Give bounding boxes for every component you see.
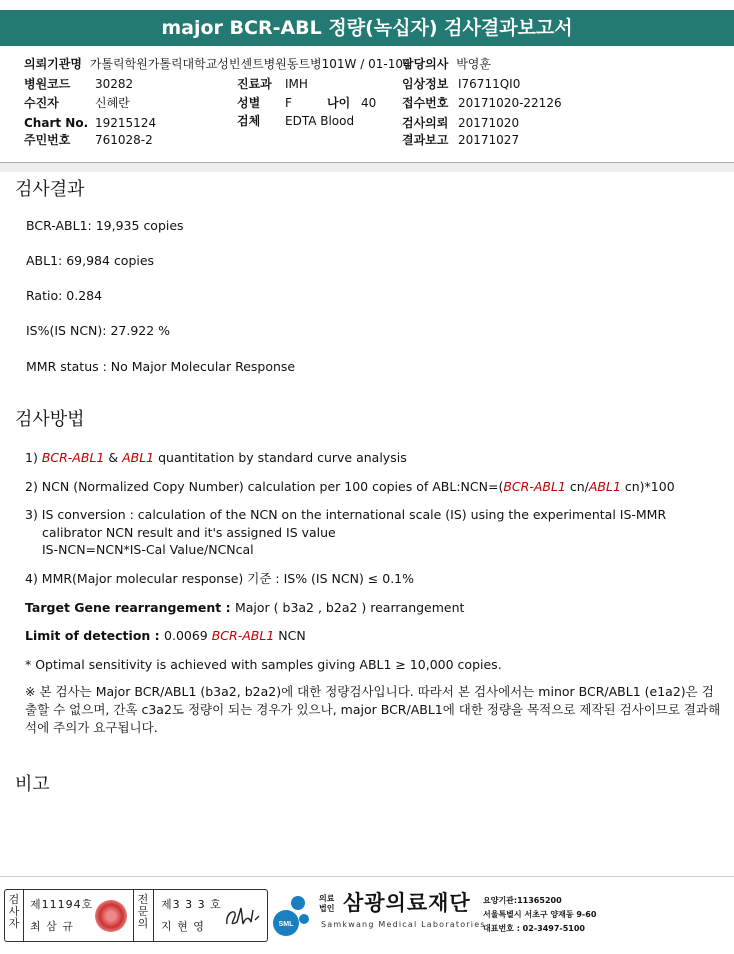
examiner-vertical-label: 검 사 자 (8, 893, 20, 930)
sml-logo-icon (272, 893, 312, 939)
signature-divider (23, 890, 24, 941)
hospital-code-label: 병원코드 (24, 77, 71, 91)
method-3-line2: calibrator NCN result and it's assigned IS value (42, 525, 336, 540)
institution-label: 의뢰기관명 (24, 57, 82, 71)
signature-box (4, 889, 268, 942)
ward-value: 동트병101W / 01-104 (286, 57, 411, 71)
method-3-line1: 3) IS conversion : calculation of the NCN on the international scale (IS) using the experimental IS-MMR (25, 507, 667, 522)
notice-text: ※ 본 검사는 Major BCR/ABL1 (b3a2, b2a2)에 대한 정량검사입니다. 따라서 본 검사에서는 minor BCR/ABL1 (e1a2)은 검출할 수 없으며, 간혹 c3a2도 정량이 되는 경우가 있으나, major BCR/ABL1에 대한 정량을 목적으로 제작된 검사이므로 결과해석에 주의가 요구됩니다. (25, 684, 721, 735)
method-3-line3: IS-NCN=NCN*IS-Cal Value/NCNcal (42, 542, 254, 557)
receipt-value: 20171020-22126 (458, 96, 562, 110)
gene-bcr-abl1: BCR-ABL1 (41, 450, 105, 465)
age-label: 나이 (327, 96, 351, 110)
specialist-signature (223, 902, 263, 932)
results-title: 검사결과 (15, 179, 85, 200)
request-value: 20171020 (458, 116, 520, 130)
specialist-name: 지 현 영 (161, 920, 205, 933)
method-1: 1) BCR-ABL1 & ABL1 quantitation by standard curve analysis (25, 450, 407, 465)
bcr-abl1-result: BCR-ABL1: 19,935 copies (26, 218, 184, 233)
remarks-title: 비고 (15, 774, 50, 795)
doctor-row (402, 56, 491, 72)
doctor-label: 담당의사 (402, 57, 449, 71)
sex-value: F (285, 96, 292, 110)
department-label: 진료과 (237, 77, 272, 91)
ratio-result: Ratio: 0.284 (26, 288, 103, 303)
examiner-name: 최 삼 규 (30, 920, 74, 933)
signature-divider (133, 890, 134, 941)
logo-text: SML (278, 921, 294, 928)
collector-label: 수진자 (24, 96, 59, 110)
clinical-info-label: 임상정보 (402, 77, 449, 91)
gene-abl1: ABL1 (122, 450, 155, 465)
org-code: 요양기관:11365200 (483, 896, 562, 905)
limit-of-detection: Limit of detection : 0.0069 BCR-ABL1 NCN (25, 628, 306, 643)
department-value: IMH (285, 77, 308, 91)
examiner-license: 제11194호 (30, 898, 94, 911)
examiner-seal (95, 900, 127, 932)
hospital-code-value: 30282 (95, 77, 134, 91)
method-2: 2) NCN (Normalized Copy Number) calculation per 100 copies of ABL:NCN=(BCR-ABL1 cn/ABL1 cn)*100 (25, 479, 675, 494)
mmr-status-result: MMR status : No Major Molecular Response (26, 359, 296, 374)
chart-label: Chart No. (24, 116, 89, 130)
org-english-name: Samkwang Medical Laboratories (321, 920, 486, 929)
header-shade (0, 163, 734, 172)
method-4: 4) MMR(Major molecular response) 기준 : IS% (IS NCN) ≤ 0.1% (25, 571, 414, 586)
specialist-vertical-label: 전 문 의 (137, 893, 149, 930)
doctor-value: 박영훈 (456, 57, 491, 71)
clinical-info-value: I76711QI0 (458, 77, 521, 91)
receipt-label: 접수번호 (402, 96, 449, 110)
org-phone: 대표번호 : 02-3497-5100 (483, 924, 585, 933)
id-label: 주민번호 (24, 133, 71, 147)
method-title: 검사방법 (15, 409, 85, 430)
sensitivity-note: * Optimal sensitivity is achieved with samples giving ABL1 ≥ 10,000 copies. (25, 657, 502, 672)
id-value: 761028-2 (95, 133, 153, 147)
specimen-value: EDTA Blood (285, 114, 355, 128)
report-date-value: 20171027 (458, 133, 520, 147)
collector-value: 신혜란 (95, 96, 130, 110)
target-gene: Target Gene rearrangement : Major ( b3a2 , b2a2 ) rearrangement (25, 600, 465, 615)
report-title: major BCR-ABL 정량(녹십자) 검사결과보고서 (0, 10, 734, 46)
institution-value: 가톨릭학원가톨릭대학교성빈센트병원 (89, 57, 287, 71)
signature-divider (153, 890, 154, 941)
sex-label: 성별 (237, 96, 261, 110)
org-type: 의료 법인 (319, 894, 335, 913)
is-percent-result: IS%(IS NCN): 27.922 % (26, 323, 171, 338)
institution-row (24, 56, 411, 72)
age-value: 40 (361, 96, 377, 110)
request-label: 검사의뢰 (402, 116, 449, 130)
chart-value: 19215124 (95, 116, 157, 130)
report-date-label: 결과보고 (402, 133, 449, 147)
specimen-label: 검체 (237, 114, 261, 128)
specialist-license: 제3 3 3 호 (161, 898, 222, 911)
org-name: 삼광의료재단 (343, 891, 471, 915)
footer-divider (0, 876, 734, 877)
abl1-result: ABL1: 69,984 copies (26, 253, 155, 268)
org-address: 서울특별시 서초구 양재동 9-60 (483, 910, 597, 919)
